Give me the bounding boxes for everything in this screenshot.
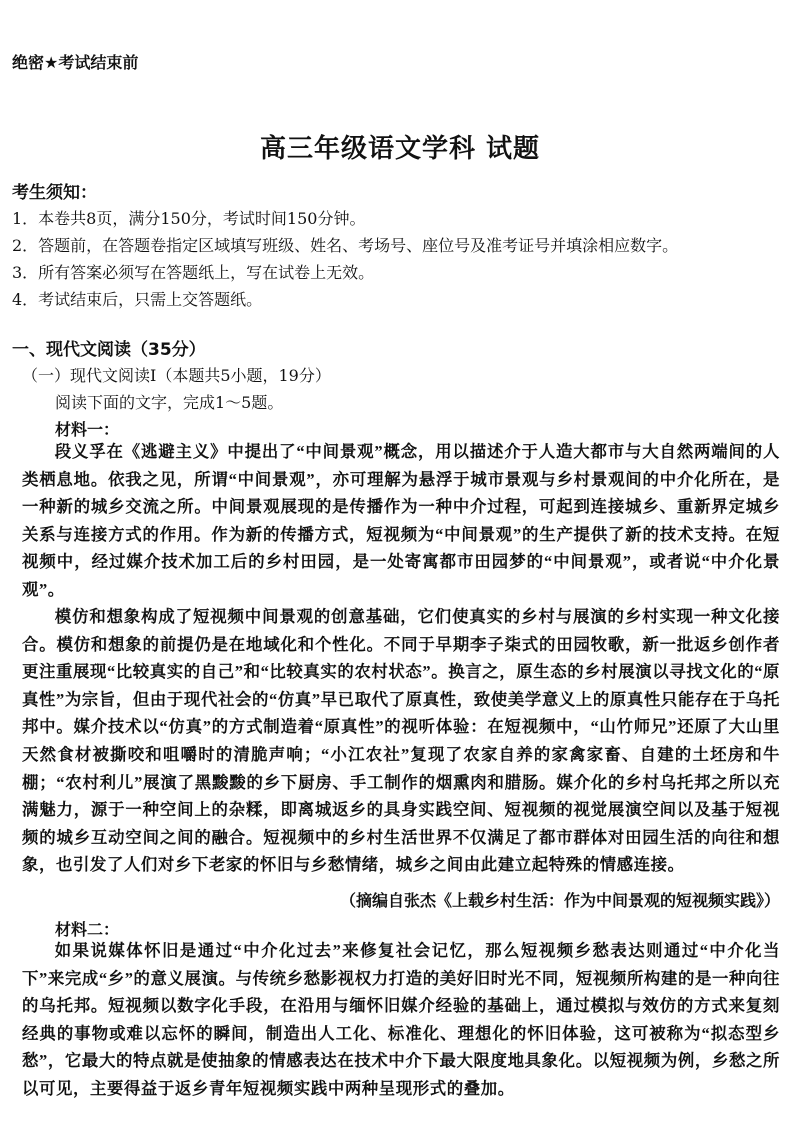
notice-item: 2．答题前，在答题卷指定区域填写班级、姓名、考场号、座位号及准考证号并填涂相应数字。	[12, 236, 679, 255]
material-one-label: 材料一：	[55, 420, 120, 439]
notice-item: 4．考试结束后，只需上交答题纸。	[12, 290, 263, 309]
page-title: 高三年级语文学科 试题	[259, 134, 541, 164]
notice-item: 3．所有答案必须写在答题纸上，写在试卷上无效。	[12, 263, 375, 282]
material-one-source: （摘编自张杰《上载乡村生活：作为中间景观的短视频实践》）	[339, 891, 780, 910]
notice-item: 1．本卷共8页，满分150分，考试时间150分钟。	[12, 209, 366, 228]
material-one-paragraph: 模仿和想象构成了短视频中间景观的创意基础，它们使真实的乡村与展演的乡村实现一种文化接合。模仿和想象的前提仍是在地域化和个性化。不同于早期李子柒式的田园牧歌，新一批返乡创作者更注重展现“比较真实的自己”和“比较真实的农村状态”。换言之，原生态的乡村展演以寻找文化的“原真性”为宗旨，但由于现代社会的“仿真”早已取代了原真性，致使美学意义上的原真性只能存在于乌托邦中。媒介技术以“仿真”的方式制造着“原真性”的视听体验：在短视频中，“山竹师兄”还原了大山里天然食材被撕咬和咀嚼时的清脆声响；“小江农社”复现了农家自养的家禽家畜、自建的土坯房和牛棚；“农村利儿”展演了黑黢黢的乡下厨房、手工制作的烟熏肉和腊肠。媒介化的乡村乌托邦之所以充满魅力，源于一种空间上的杂糅，即离城返乡的具身实践空间、短视频的视觉展演空间以及基于短视频的城乡互动空间之间的融合。短视频中的乡村生活世界不仅满足了都市群体对田园生活的向往和想象，也引发了人们对乡下老家的怀旧与乡愁情绪，城乡之间由此建立起特殊的情感连接。	[22, 607, 780, 875]
section-heading: 一、现代文阅读（35分）	[12, 340, 206, 360]
confidential-label: 绝密★考试结束前	[12, 53, 139, 72]
subsection-heading: （一）现代文阅读Ⅰ（本题共5小题，19分）	[22, 366, 331, 385]
material-two-paragraph: 如果说媒体怀旧是通过“中介化过去”来修复社会记忆，那么短视频乡愁表达则通过“中介化当下”来完成“乡”的意义展演。与传统乡愁影视权力打造的美好旧时光不同，短视频所构建的是一种向往的乌托邦。短视频以数字化手段，在沿用与缅怀旧媒介经验的基础上，通过模拟与效仿的方式来复刻经典的事物或难以忘怀的瞬间，制造出人工化、标准化、理想化的怀旧体验，这可被称为“拟态型乡愁”，它最大的特点就是使抽象的情感表达在技术中介下最大限度地具象化。以短视频为例，乡愁之所以可见，主要得益于返乡青年短视频实践中两种呈现形式的叠加。	[22, 941, 780, 1098]
material-two-label: 材料二：	[55, 920, 120, 939]
notice-heading: 考生须知：	[12, 183, 97, 203]
reading-instruction: 阅读下面的文字，完成1～5题。	[55, 393, 284, 412]
material-one-paragraph: 段义孚在《逃避主义》中提出了“中间景观”概念，用以描述介于人造大都市与大自然两端间的人类栖息地。依我之见，所谓“中间景观”，亦可理解为悬浮于城市景观与乡村景观间的中介化所在，是一种新的城乡交流之所。中间景观展现的是传播作为一种中介过程，可起到连接城乡、重新界定城乡关系与连接方式的作用。作为新的传播方式，短视频为“中间景观”的生产提供了新的技术支持。在短视频中，经过媒介技术加工后的乡村田园，是一处寄寓都市田园梦的“中间景观”，或者说“中介化景观”。	[22, 442, 780, 599]
